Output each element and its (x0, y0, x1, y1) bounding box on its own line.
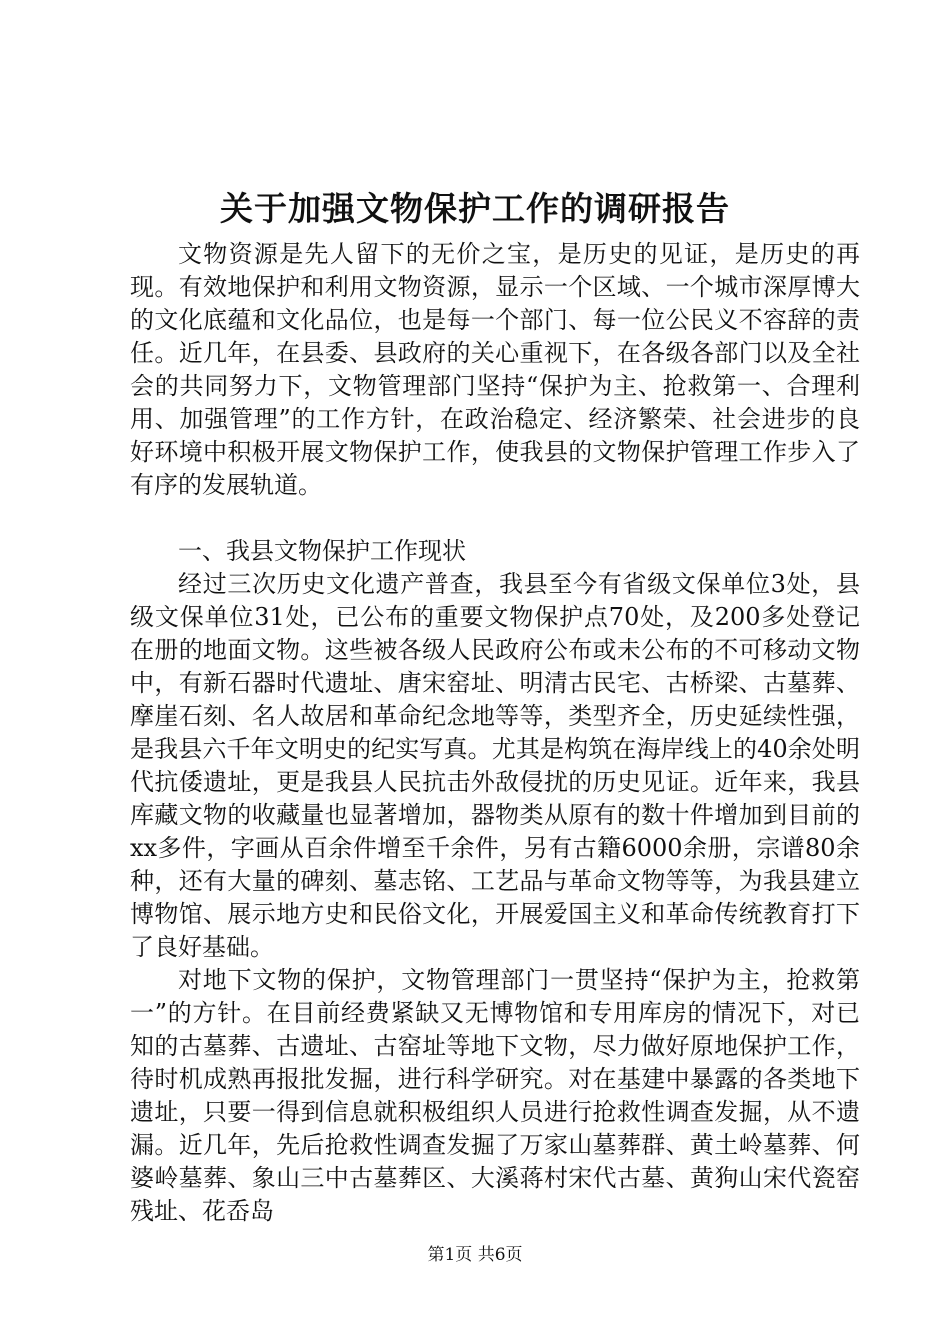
section-paragraph: 对地下文物的保护，文物管理部门一贯坚持“保护为主，抢救第一”的方针。在目前经费紧缺又无博物馆和专用库房的情况下，对已知的古墓葬、古遗址、古窑址等地下文物，尽力做好原地保护工作，待时机成熟再报批发掘，进行科学研究。对在基建中暴露的各类地下遗址，只要一得到信息就积极组织人员进行抢救性调查发掘，从不遗漏。近几年，先后抢救性调查发掘了万家山墓葬群、黄土岭墓葬、何婆岭墓葬、象山三中古墓葬区、大溪蒋村宋代古墓、黄狗山宋代瓷窑残址、花岙岛 (130, 966, 860, 1225)
document-title: 关于加强文物保护工作的调研报告 (220, 189, 730, 228)
document-body (130, 238, 860, 1228)
section-paragraph: 经过三次历史文化遗产普查，我县至今有省级文保单位3处，县级文保单位31处，已公布的重要文物保护点70处，及200多处登记在册的地面文物。这些被各级人民政府公布或未公布的不可移动文物中，有新石器时代遗址、唐宋窑址、明清古民宅、古桥梁、古墓葬、摩崖石刻、名人故居和革命纪念地等等，类型齐全，历史延续性强，是我县六千年文明史的纪实写真。尤其是构筑在海岸线上的40余处明代抗倭遗址，更是我县人民抗击外敌侵扰的历史见证。近年来，我县库藏文物的收藏量也显著增加，器物类从原有的数十件增加到目前的xx多件，字画从百余件增至千余件，另有古籍6000余册，宗谱80余种，还有大量的碑刻、墓志铭、工艺品与革命文物等等，为我县建立博物馆、展示地方史和民俗文化，开展爱国主义和革命传统教育打下了良好基础。 (130, 570, 860, 961)
section-heading: 一、我县文物保护工作现状 (178, 537, 466, 565)
intro-paragraph: 文物资源是先人留下的无价之宝，是历史的见证，是历史的再现。有效地保护和利用文物资源，显示一个区域、一个城市深厚博大的文化底蕴和文化品位，也是每一个部门、每一位公民义不容辞的责任。近几年，在县委、县政府的关心重视下，在各级各部门以及全社会的共同努力下，文物管理部门坚持“保护为主、抢救第一、合理利用、加强管理”的工作方针，在政治稳定、经济繁荣、社会进步的良好环境中积极开展文物保护工作，使我县的文物保护管理工作步入了有序的发展轨道。 (130, 240, 860, 499)
page-footer: 第1页 共6页 (427, 1245, 523, 1265)
